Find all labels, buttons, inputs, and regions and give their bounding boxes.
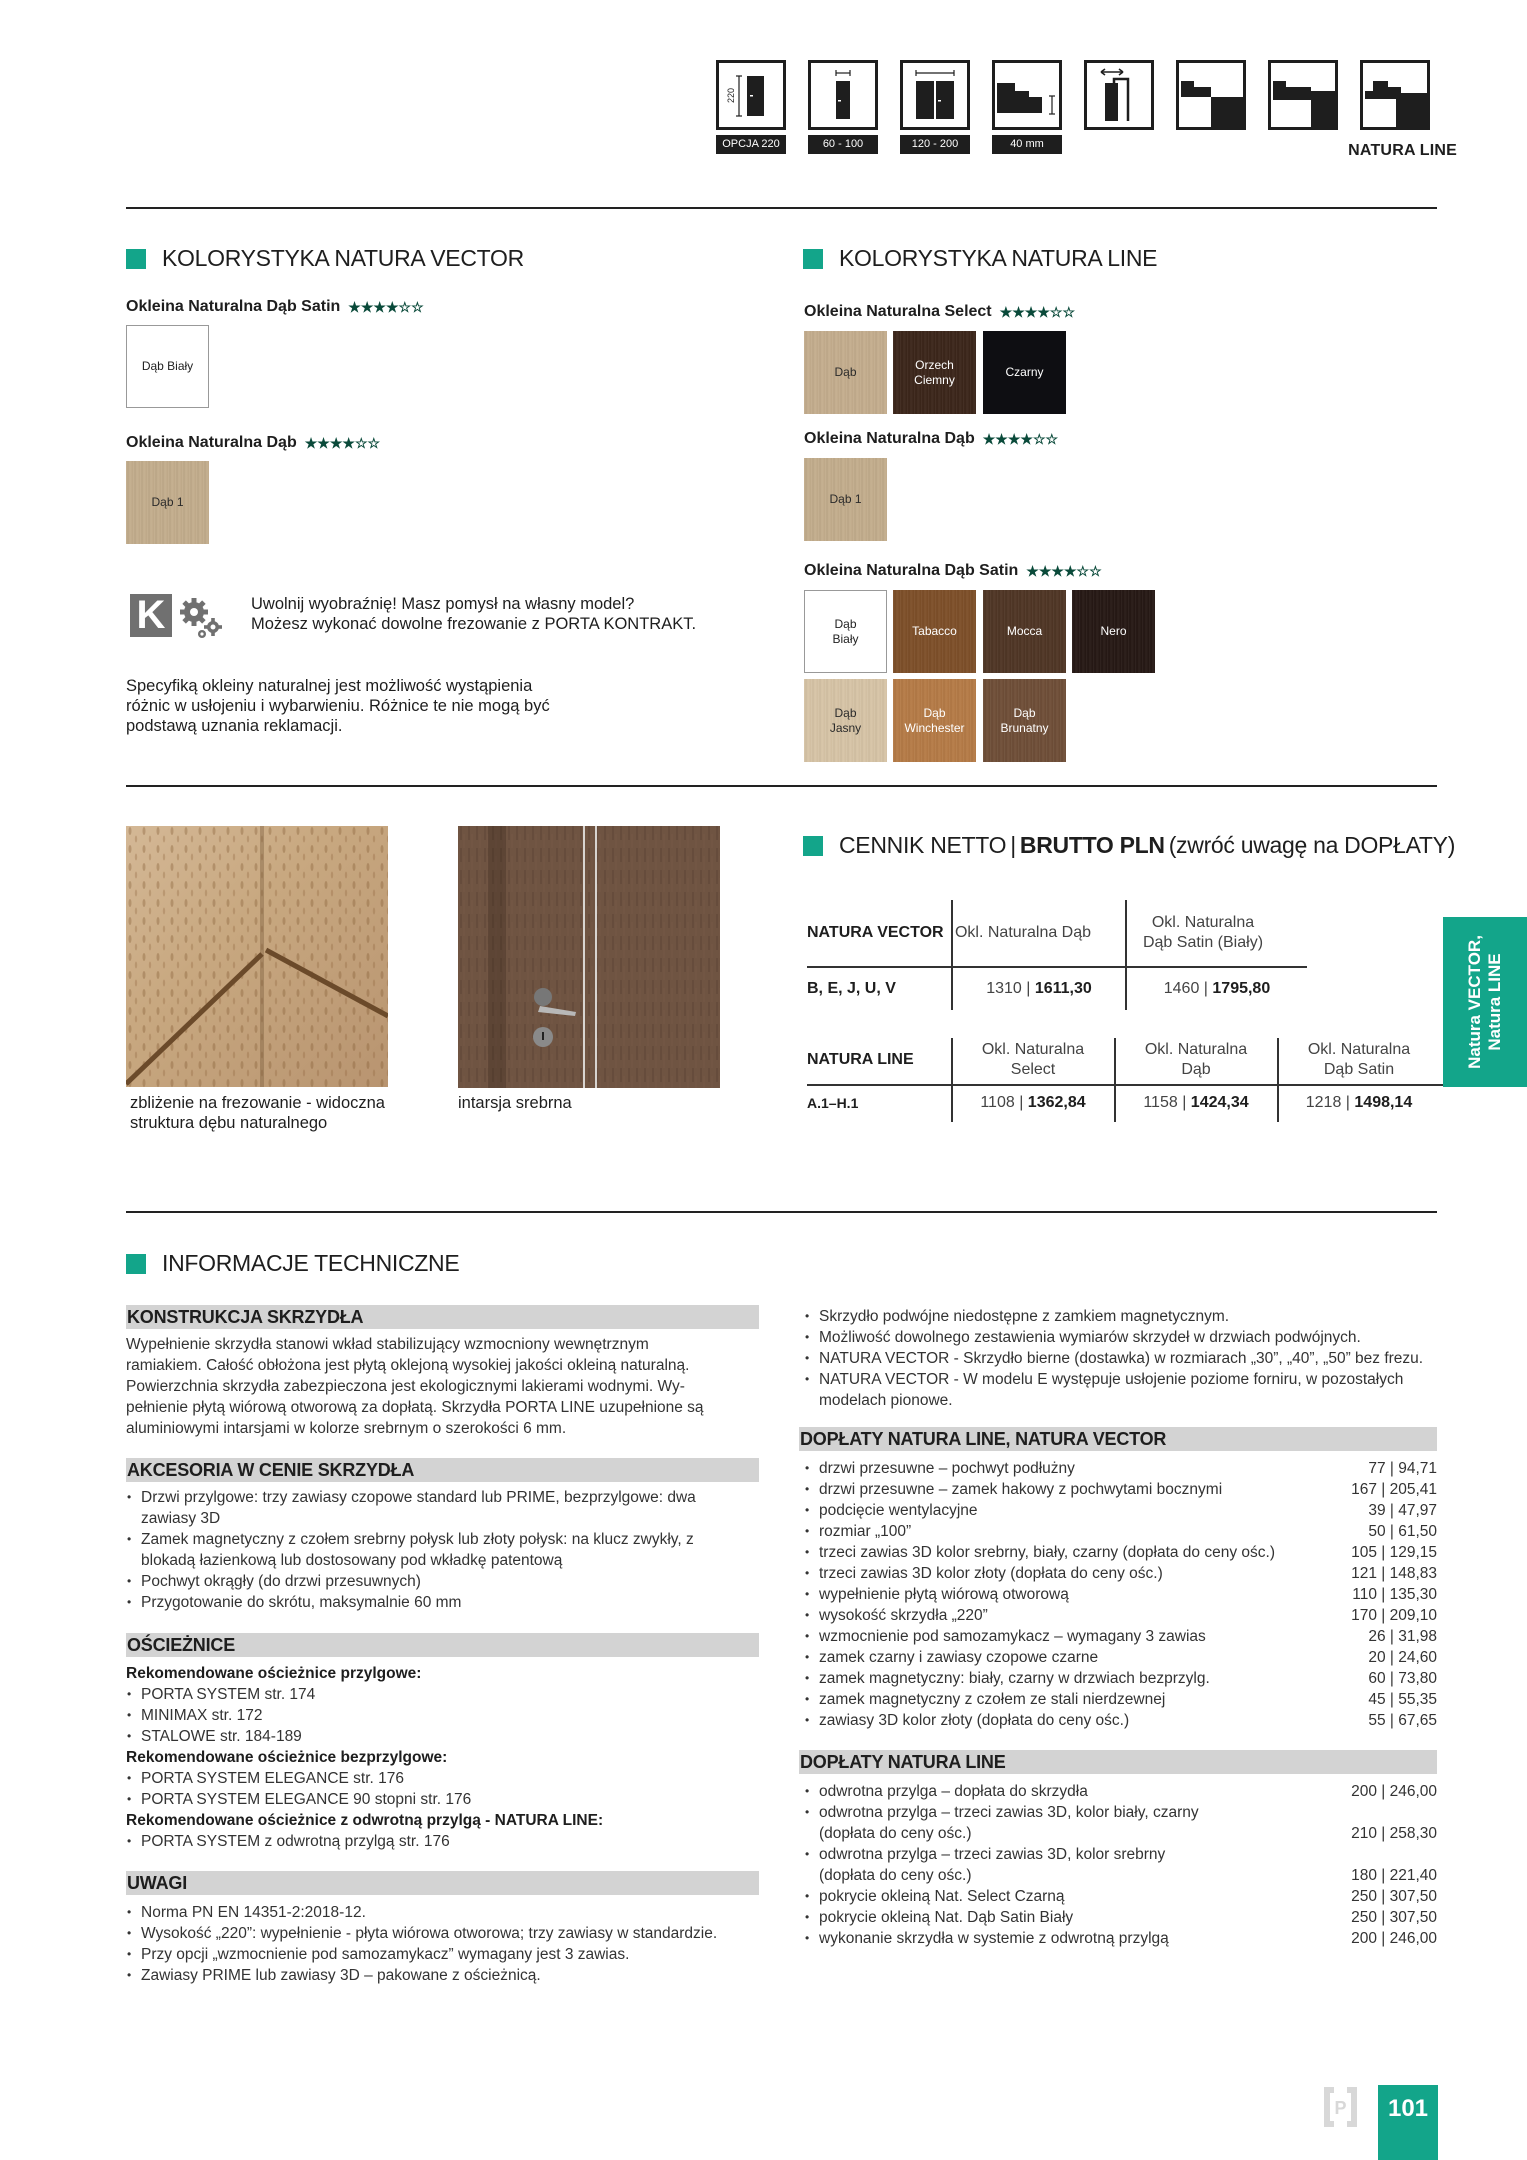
subsection-heading: OŚCIEŻNICE	[126, 1633, 759, 1657]
list-item: • MINIMAX str. 172	[126, 1705, 759, 1726]
construction-description: Wypełnienie skrzydła stanowi wkład stabilizujący wzmocniony wewnętrznym ramiakiem. Całość obłożona jest płytą oklejoną wysokiej jakości okleiną naturalną. Powierzchnia skrzydła zabezpieczona jest ekologicznymi lakierami wodnymi. Wy- pełnienie płytą wiórową otworową za dopłatą. Skrzydła PORTA LINE uzupełnione są aluminiowymi intarsjami w kolorze srebrnym o szerokości 6 mm.	[126, 1336, 704, 1437]
star-filled-icon: ★	[1026, 562, 1039, 579]
surcharge-item: • odwrotna przylga – dopłata do skrzydła 200 | 246,00	[804, 1781, 1437, 1802]
star-filled-icon: ★	[995, 430, 1008, 447]
subsection-heading: DOPŁATY NATURA LINE, NATURA VECTOR	[799, 1427, 1437, 1451]
subsection-heading: DOPŁATY NATURA LINE	[799, 1750, 1437, 1774]
color-swatch[interactable]: Dąb Biały	[804, 590, 887, 673]
star-filled-icon: ★	[1051, 562, 1064, 579]
double-door-width-icon	[900, 60, 970, 130]
list-item: • Pochwyt okrągły (do drzwi przesuwnych)	[126, 1571, 751, 1592]
star-empty-icon: ☆	[1076, 562, 1090, 579]
color-swatch[interactable]: Dąb	[804, 331, 887, 414]
photo-caption: zbliżenie na frezowanie - widoczna struktura dębu naturalnego	[130, 1094, 385, 1132]
star-filled-icon: ★	[1063, 562, 1077, 579]
color-swatch[interactable]: Dąb Winchester	[893, 679, 976, 762]
column-header: Okl. Naturalna Dąb	[1144, 1041, 1248, 1078]
list-item: • PORTA SYSTEM ELEGANCE str. 176	[126, 1768, 759, 1789]
porta-logo-icon	[1322, 2085, 1359, 2129]
table-series-label: NATURA LINE	[807, 1051, 914, 1068]
list-item: • Możliwość dowolnego zestawienia wymiarów skrzydeł w drzwiach podwójnych.	[804, 1327, 1444, 1348]
rating-stars	[305, 435, 380, 452]
section-divider	[126, 785, 1437, 787]
rating-stars	[348, 299, 423, 316]
list-item: • PORTA SYSTEM str. 174	[126, 1684, 759, 1705]
star-filled-icon: ★	[1037, 303, 1050, 320]
rating-stars	[983, 431, 1058, 448]
icon-tag-width-double: 120 - 200	[900, 135, 970, 154]
list-item: • PORTA SYSTEM ELEGANCE 90 stopni str. 176	[126, 1789, 759, 1810]
subsection-heading: KONSTRUKCJA SKRZYDŁA	[126, 1305, 759, 1329]
star-filled-icon: ★	[1007, 430, 1021, 447]
star-filled-icon: ★	[982, 430, 996, 447]
sliding-door-icon	[1084, 60, 1154, 130]
color-swatch[interactable]: Czarny	[983, 331, 1066, 414]
model-list: A.1–H.1	[807, 1095, 859, 1111]
star-empty-icon: ☆	[1049, 303, 1063, 320]
surcharge-item: • pokrycie okleiną Nat. Dąb Satin Biały 250 | 307,50	[804, 1907, 1437, 1928]
color-swatch[interactable]: Dąb Jasny	[804, 679, 887, 762]
price-cell: 1310 | 1611,30	[986, 980, 1092, 997]
line-surcharges-list	[804, 1781, 1437, 1949]
gears-icon	[178, 596, 226, 642]
list-subheading: Rekomendowane ościeżnice z odwrotną przylgą - NATURA LINE:	[126, 1812, 604, 1829]
section-title-line-colors: KOLORYSTYKA NATURA LINE	[803, 245, 1157, 272]
icon-tag-opcja-220: OPCJA 220	[716, 135, 786, 154]
color-swatch[interactable]: Dąb 1	[804, 458, 887, 541]
icon-tag-width-single: 60 - 100	[808, 135, 878, 154]
single-door-width-icon	[808, 60, 878, 130]
list-item: • Zawiasy PRIME lub zawiasy 3D – pakowane z ościeżnicą.	[126, 1965, 766, 1986]
price-table-vector	[803, 900, 1443, 1150]
star-empty-icon: ☆	[367, 434, 381, 451]
price-cell: 1218 | 1498,14	[1305, 1094, 1413, 1111]
color-swatch[interactable]: Mocca	[983, 590, 1066, 673]
page-number: 101	[1378, 2085, 1438, 2160]
reverse-rebate-frame-icon	[1360, 60, 1430, 130]
table-series-label: NATURA VECTOR	[807, 924, 944, 941]
section-title-pricing: CENNIK NETTO | BRUTTO PLN (zwróć uwagę na DOPŁATY)	[803, 832, 1455, 859]
surcharge-item: • zamek czarny i zawiasy czopowe czarne 20 | 24,60	[804, 1647, 1437, 1668]
column-header: Okl. Naturalna Dąb Satin	[1307, 1041, 1411, 1078]
price-cell: 1158 | 1424,34	[1143, 1094, 1249, 1111]
star-filled-icon: ★	[329, 434, 343, 451]
silver-inlay-door-photo	[458, 826, 720, 1088]
veneer-group-title: Okleina Naturalna Select ★★★★☆☆	[804, 303, 1076, 320]
star-filled-icon: ★	[1020, 430, 1033, 447]
star-filled-icon: ★	[373, 298, 386, 315]
star-filled-icon: ★	[304, 434, 318, 451]
section-marker	[803, 249, 823, 269]
veneer-group-title: Okleina Naturalna Dąb Satin ★★★★☆☆	[126, 298, 424, 315]
surcharge-item: • wykonanie skrzydła w systemie z odwrotną przylgą 200 | 246,00	[804, 1928, 1437, 1949]
height-220-door-icon	[716, 60, 786, 130]
rating-stars	[1026, 563, 1101, 580]
list-item: • Drzwi przylgowe: trzy zawiasy czopowe standard lub PRIME, bezprzylgowe: dwa zawiasy 3D	[126, 1487, 751, 1529]
additional-notes-list	[804, 1306, 1444, 1411]
surcharge-item: • drzwi przesuwne – pochwyt podłużny 77 | 94,71	[804, 1458, 1437, 1479]
milling-closeup-photo	[126, 826, 388, 1087]
column-header: Okl. Naturalna Dąb Satin (Biały)	[1142, 914, 1264, 951]
surcharge-item: • zamek magnetyczny z czołem ze stali nierdzewnej 45 | 55,35	[804, 1689, 1437, 1710]
section-divider	[126, 207, 1437, 209]
star-filled-icon: ★	[342, 434, 355, 451]
star-empty-icon: ☆	[398, 298, 412, 315]
list-item: • NATURA VECTOR - Skrzydło bierne (dostawka) w rozmiarach „30”, „40”, „50” bez frezu.	[804, 1348, 1444, 1369]
surcharges-list	[804, 1458, 1437, 1731]
star-empty-icon: ☆	[1089, 562, 1102, 579]
star-empty-icon: ☆	[1045, 430, 1059, 447]
porta-kontrakt-logo-icon: K	[130, 594, 172, 637]
star-filled-icon: ★	[360, 298, 374, 315]
list-item: • Zamek magnetyczny z czołem srebrny połysk lub złoty połysk: na klucz zwykły, z blokadą łazienkową lub dostosowany pod wkładkę patentową	[126, 1529, 751, 1571]
surcharge-item: • podcięcie wentylacyjne 39 | 47,97	[804, 1500, 1437, 1521]
icon-tag-thickness: 40 mm	[992, 135, 1062, 154]
surcharge-item: • wzmocnienie pod samozamykacz – wymagany 3 zawias 26 | 31,98	[804, 1626, 1437, 1647]
column-header: Okl. Naturalna Select	[981, 1041, 1085, 1078]
veneer-group-title: Okleina Naturalna Dąb ★★★★☆☆	[126, 434, 381, 451]
accessories-list	[126, 1487, 751, 1613]
surcharge-item: • trzeci zawias 3D kolor srebrny, biały, czarny (dopłata do ceny ośc.) 105 | 129,15	[804, 1542, 1437, 1563]
surcharge-item: • pokrycie okleiną Nat. Select Czarną 250 | 307,50	[804, 1886, 1437, 1907]
surcharge-item: • zawiasy 3D kolor złoty (dopłata do ceny ośc.) 55 | 67,65	[804, 1710, 1437, 1731]
surcharge-item: • odwrotna przylga – trzeci zawias 3D, kolor biały, czarny (dopłata do ceny ośc.) 210 | 258,30	[804, 1802, 1437, 1844]
list-item: • STALOWE str. 184-189	[126, 1726, 759, 1747]
section-marker	[126, 1254, 146, 1274]
subsection-heading: AKCESORIA W CENIE SKRZYDŁA	[126, 1458, 759, 1482]
color-swatch[interactable]: Nero	[1072, 590, 1155, 673]
list-subheading: Rekomendowane ościeżnice bezprzylgowe:	[126, 1749, 448, 1766]
rebated-frame-icon	[1176, 60, 1246, 130]
surcharge-item: • drzwi przesuwne – zamek hakowy z pochwytami bocznymi 167 | 205,41	[804, 1479, 1437, 1500]
column-header: Okl. Naturalna Dąb	[954, 924, 1092, 941]
color-swatch[interactable]: Orzech Ciemny	[893, 331, 976, 414]
veneer-disclaimer: Specyfiką okleiny naturalnej jest możliwość wystąpienia różnic w usłojeniu i wybarwieniu. Różnice te nie mogą być podstawą uznania reklamacji.	[126, 677, 550, 735]
veneer-group-title: Okleina Naturalna Dąb ★★★★☆☆	[804, 430, 1059, 447]
flush-frame-icon	[1268, 60, 1338, 130]
surcharge-item: • zamek magnetyczny: biały, czarny w drzwiach bezprzylg. 60 | 73,80	[804, 1668, 1437, 1689]
surcharge-item: • odwrotna przylga – trzeci zawias 3D, kolor srebrny (dopłata do ceny ośc.) 180 | 221,40	[804, 1844, 1437, 1886]
section-title-vector-colors: KOLORYSTYKA NATURA VECTOR	[126, 245, 524, 272]
chapter-side-tab[interactable]: Natura VECTOR, Natura LINE	[1443, 917, 1527, 1087]
star-filled-icon: ★	[999, 303, 1013, 320]
color-swatch[interactable]: Dąb Biały	[126, 325, 209, 408]
price-cell: 1108 | 1362,84	[980, 1094, 1086, 1111]
section-marker	[803, 836, 823, 856]
surcharge-item: • rozmiar „100” 50 | 61,50	[804, 1521, 1437, 1542]
model-list: B, E, J, U, V	[807, 980, 896, 997]
star-filled-icon: ★	[1024, 303, 1038, 320]
star-empty-icon: ☆	[1032, 430, 1046, 447]
frames-list	[126, 1663, 759, 1852]
section-marker	[126, 249, 146, 269]
notes-list	[126, 1902, 766, 1986]
list-item: • NATURA VECTOR - W modelu E występuje usłojenie poziome forniru, w pozostałych modelach pionowe.	[804, 1369, 1444, 1411]
list-item: • Przy opcji „wzmocnienie pod samozamykacz” wymagany jest 3 zawias.	[126, 1944, 766, 1965]
list-item: • Przygotowanie do skrótu, maksymalnie 60 mm	[126, 1592, 751, 1613]
color-swatch[interactable]: Tabacco	[893, 590, 976, 673]
star-filled-icon: ★	[385, 298, 399, 315]
subsection-heading: UWAGI	[126, 1871, 759, 1895]
list-item: • PORTA SYSTEM z odwrotną przylgą str. 176	[126, 1831, 759, 1852]
star-filled-icon: ★	[1012, 303, 1025, 320]
surcharge-item: • wysokość skrzydła „220” 170 | 209,10	[804, 1605, 1437, 1626]
star-filled-icon: ★	[317, 434, 330, 451]
surcharge-item: • trzeci zawias 3D kolor złoty (dopłata do ceny ośc.) 121 | 148,83	[804, 1563, 1437, 1584]
list-item: • Norma PN EN 14351-2:2018-12.	[126, 1902, 766, 1923]
svg-text:P: P	[1334, 2098, 1347, 2118]
photo-caption: intarsja srebrna	[458, 1094, 572, 1112]
door-thickness-icon	[992, 60, 1062, 130]
surcharge-item: • wypełnienie płytą wiórową otworową 110 | 135,30	[804, 1584, 1437, 1605]
color-swatch[interactable]: Dąb 1	[126, 461, 209, 544]
kontrakt-promo-text: Uwolnij wyobraźnię! Masz pomysł na własny model? Możesz wykonać dowolne frezowanie z PORTA KONTRAKT.	[251, 595, 697, 633]
section-title-tech-info: INFORMACJE TECHNICZNE	[126, 1250, 459, 1277]
color-swatch[interactable]: Dąb Brunatny	[983, 679, 1066, 762]
star-empty-icon: ☆	[354, 434, 368, 451]
star-filled-icon: ★	[1038, 562, 1052, 579]
list-subheading: Rekomendowane ościeżnice przylgowe:	[126, 1665, 422, 1682]
height-220-label: 220	[726, 87, 736, 103]
star-filled-icon: ★	[348, 298, 361, 315]
star-empty-icon: ☆	[1062, 303, 1076, 320]
section-divider	[126, 1211, 1437, 1213]
star-empty-icon: ☆	[411, 298, 424, 315]
price-cell: 1460 | 1795,80	[1163, 980, 1271, 997]
veneer-group-title: Okleina Naturalna Dąb Satin ★★★★☆☆	[804, 562, 1102, 579]
list-item: • Skrzydło podwójne niedostępne z zamkiem magnetycznym.	[804, 1306, 1444, 1327]
list-item: • Wysokość „220”: wypełnienie - płyta wiórowa otworowa; trzy zawiasy w standardzie.	[126, 1923, 766, 1944]
rating-stars	[1000, 304, 1075, 321]
series-label: NATURA LINE	[1348, 142, 1457, 159]
